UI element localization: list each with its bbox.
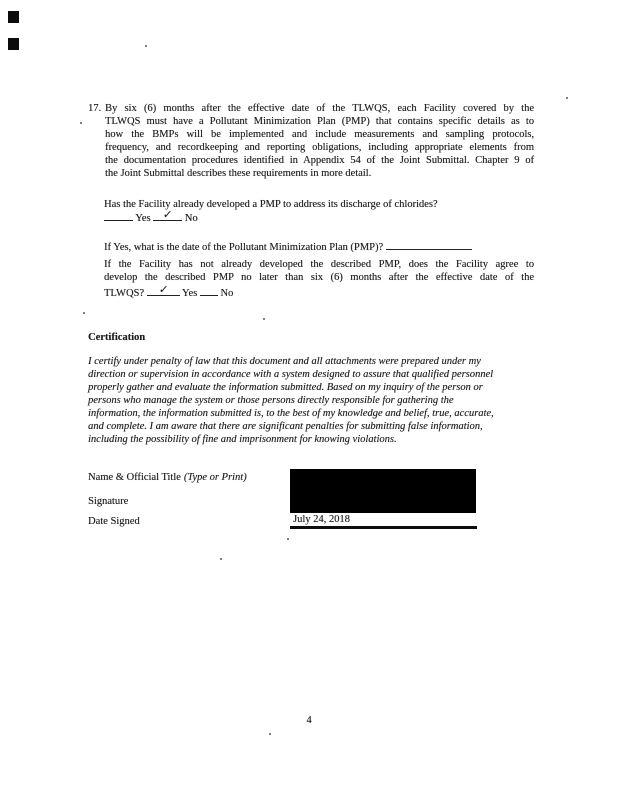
certification-line: properly gather and evaluate the information submitted. Based on my inquiry of the person or bbox=[88, 382, 483, 393]
question-pmp-agree bbox=[104, 258, 534, 300]
certification-line: direction or supervision in accordance with a system designed to assure that qualified personnel bbox=[88, 369, 494, 380]
paragraph-line: develop the described PMP no later than six (6) months after the effective date of the bbox=[104, 272, 534, 283]
paragraph-line: TLWQS must have a Pollutant Minimization Plan (PMP) that contains specific details as to bbox=[105, 116, 534, 127]
scan-artifact bbox=[8, 11, 19, 23]
item-number: 17. bbox=[88, 103, 102, 114]
scan-speck bbox=[83, 312, 85, 314]
yes-label: Yes bbox=[181, 288, 198, 299]
item-17-paragraph bbox=[88, 102, 534, 180]
no-label: No bbox=[184, 213, 198, 224]
certification-line: I certify under penalty of law that this document and all attachments were prepared under my bbox=[88, 356, 481, 367]
pmp-date-blank-line bbox=[386, 238, 472, 250]
certification-heading: Certification bbox=[88, 332, 146, 343]
paragraph-line: frequency, and recordkeeping and reporting obligations, including appropriate elements from bbox=[105, 142, 534, 153]
date-signed-line bbox=[290, 526, 477, 529]
certification-line: information, the information submitted is, to the best of my knowledge and belief, true, accurate, bbox=[88, 408, 494, 419]
scan-speck bbox=[263, 318, 265, 320]
date-signed-value: July 24, 2018 bbox=[293, 514, 350, 525]
paragraph-line: how the BMPs will be implemented and include measurements and sampling protocols, bbox=[105, 129, 534, 140]
no-label: No bbox=[220, 288, 234, 299]
question-pmp-date bbox=[104, 238, 534, 254]
yes-blank-line-checked bbox=[147, 284, 180, 296]
scan-speck bbox=[566, 97, 568, 99]
question-pmp-developed: Has the Facility already developed a PMP to address its discharge of chlorides? bbox=[104, 199, 438, 210]
yes-blank-line bbox=[104, 209, 133, 221]
scan-speck bbox=[80, 122, 82, 124]
signature-label: Signature bbox=[88, 496, 129, 507]
page-number: 4 bbox=[306, 715, 312, 726]
certification-line: persons who manage the system or those persons directly responsible for gathering the bbox=[88, 395, 454, 406]
q2-text: If Yes, what is the date of the Pollutant Minimization Plan (PMP)? bbox=[104, 242, 384, 253]
certification-line: including the possibility of fine and imprisonment for knowing violations. bbox=[88, 434, 397, 445]
certification-line: and complete. I am aware that there are significant penalties for submitting false information, bbox=[88, 421, 483, 432]
certification-text bbox=[88, 355, 520, 446]
q1-answer-row bbox=[104, 209, 534, 225]
checkmark-icon: ✓ bbox=[157, 284, 169, 296]
scan-artifact bbox=[8, 38, 19, 50]
date-signed-label: Date Signed bbox=[88, 516, 140, 527]
scan-speck bbox=[287, 538, 289, 540]
paragraph-line: the documentation procedures identified in Appendix 54 of the Joint Submittal. Chapter 9 of bbox=[105, 155, 534, 166]
checkmark-icon: ✓ bbox=[162, 209, 173, 221]
q3-prefix: TLWQS? bbox=[104, 288, 145, 299]
paragraph-line: If the Facility has not already developed the described PMP, does the Facility agree to bbox=[104, 259, 534, 270]
yes-label: Yes bbox=[135, 213, 151, 224]
scan-speck bbox=[145, 45, 147, 47]
redaction-box bbox=[290, 469, 476, 513]
name-title-label-text: Name & Official Title bbox=[88, 472, 181, 483]
no-blank-line bbox=[200, 284, 218, 296]
name-title-hint: (Type or Print) bbox=[183, 472, 247, 483]
paragraph-line: the Joint Submittal describes these requirements in more detail. bbox=[105, 168, 372, 179]
scan-speck bbox=[220, 558, 222, 560]
name-title-label bbox=[88, 472, 247, 483]
q3-answer-row bbox=[104, 284, 534, 300]
paragraph-line: By six (6) months after the effective date of the TLWQS, each Facility covered by the bbox=[105, 103, 534, 114]
scan-speck bbox=[269, 733, 271, 735]
no-blank-line-checked bbox=[153, 209, 182, 221]
